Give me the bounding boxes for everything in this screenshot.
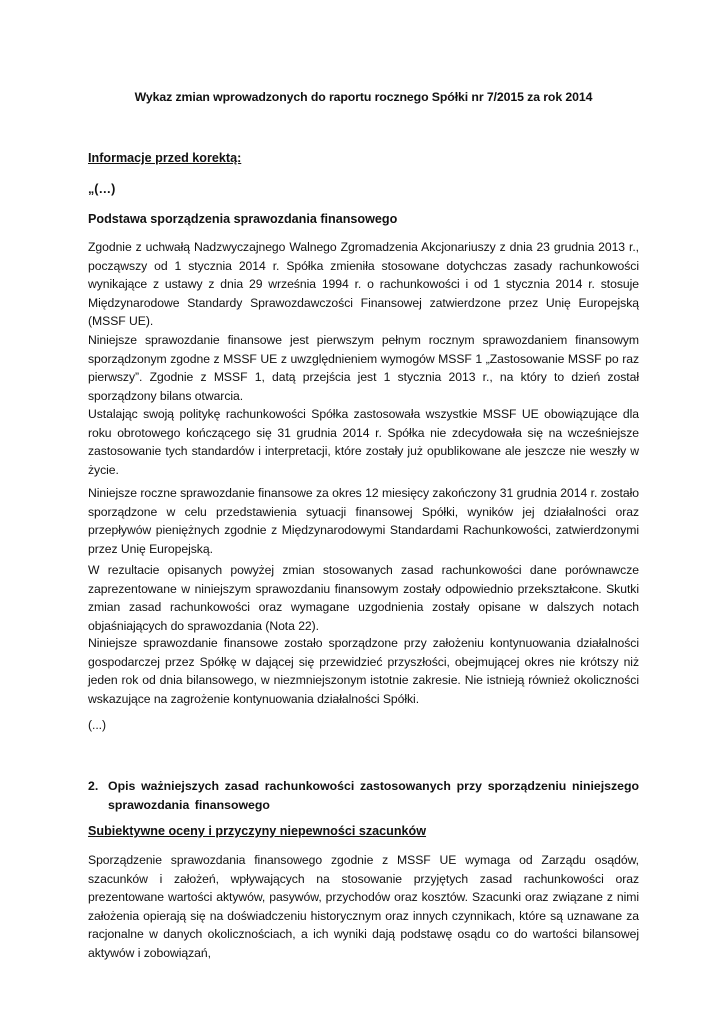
basis-heading: Podstawa sporządzenia sprawozdania finansowego <box>88 212 398 226</box>
document-title: Wykaz zmian wprowadzonych do raportu rocznego Spółki nr 7/2015 za rok 2014 <box>134 90 593 104</box>
paragraph-2: Niniejsze sprawozdanie finansowe jest pierwszym pełnym rocznym sprawozdaniem finansowym sporządzonym zgodne z MSSF UE z uwzględnieniem wymogów MSSF 1 „Zastosowanie MSSF po raz pierwszy”. Zgodnie z MSSF 1, datą przejścia jest 1 stycznia 2013 r., na który to dzień został sporządzony bilans otwarcia. <box>88 333 639 403</box>
document-page <box>88 0 639 1024</box>
paragraph-4: Niniejsze roczne sprawozdanie finansowe za okres 12 miesięcy zakończony 31 grudnia 2014 r. zostało sporządzone w celu przedstawienia sytuacji finansowej Spółki, wyników jej działalności oraz przepływów pieniężnych zgodnie z Międzynarodowymi Standardami Rachunkowości, zatwierdzonymi przez Unię Europejską. <box>88 486 639 556</box>
paragraph-6: Niniejsze sprawozdanie finansowe zostało sporządzone przy założeniu kontynuowania działalności gospodarczej przez Spółkę w dającej się przewidzieć przyszłości, obejmującej okres nie krótszy niż jeden rok od dnia bilansowego, w niezmniejszonym istotnie zakresie. Nie istnieją również okoliczności wskazujące na zagrożenie kontynuowania działalności Spółki. <box>88 636 639 706</box>
section-heading <box>88 777 639 815</box>
paragraph-3: Ustalając swoją politykę rachunkowości Spółka zastosowała wszystkie MSSF UE obowiązujące dla roku obrotowego kończącego się 31 grudnia 2014 r. Spółka nie zdecydowała się na wcześniejsze zastosowanie tych standardów i interpretacji, które zostały już opublikowane ale jeszcze nie weszły w życie. <box>88 407 639 477</box>
section-number: 2. <box>88 779 99 793</box>
paragraph-5: W rezultacie opisanych powyżej zmian stosowanych zasad rachunkowości dane porównawcze zaprezentowane w niniejszym sprawozdaniu finansowym zostały odpowiednio przekształcone. Skutki zmian zasad rachunkowości oraz wymagane uzgodnienia zostały opisane w dalszych notach objaśniających do sprawozdania (Nota 22). <box>88 563 639 633</box>
ellipsis: (...) <box>88 718 107 732</box>
last-paragraph: Sporządzenie sprawozdania finansowego zgodnie z MSSF UE wymaga od Zarządu osądów, szacunków i założeń, wpływających na stosowanie przyjętych zasad rachunkowości oraz prezentowane wartości aktywów, pasywów, przychodów oraz kosztów. Szacunki oraz związane z nimi założenia opierają się na doświadczeniu historycznym oraz innych czynnikach, które są uznawane za racjonalne w danych okolicznościach, a ich wyniki dają podstawę osądu co do wartości bilansowej aktywów i zobowiązań, <box>88 853 639 960</box>
quote-open: „(…) <box>88 182 116 196</box>
section-title: Opis ważniejszych zasad rachunkowości zastosowanych przy sporządzeniu niniejszego sprawozdania finansowego <box>108 779 639 812</box>
info-heading: Informacje przed korektą: <box>88 151 242 165</box>
paragraph-1: Zgodnie z uchwałą Nadzwyczajnego Walnego Zgromadzenia Akcjonariuszy z dnia 23 grudnia 2013 r., począwszy od 1 stycznia 2014 r. Spółka zmieniła stosowane dotychczas zasady rachunkowości wynikające z ustawy z dnia 29 września 1994 r. o rachunkowości i od 1 stycznia 2014 r. stosuje Międzynarodowe Standardy Sprawozdawczości Finansowej zatwierdzone przez Unię Europejską (MSSF UE). <box>88 240 639 329</box>
subsection-heading: Subiektywne oceny i przyczyny niepewności szacunków <box>88 824 427 838</box>
